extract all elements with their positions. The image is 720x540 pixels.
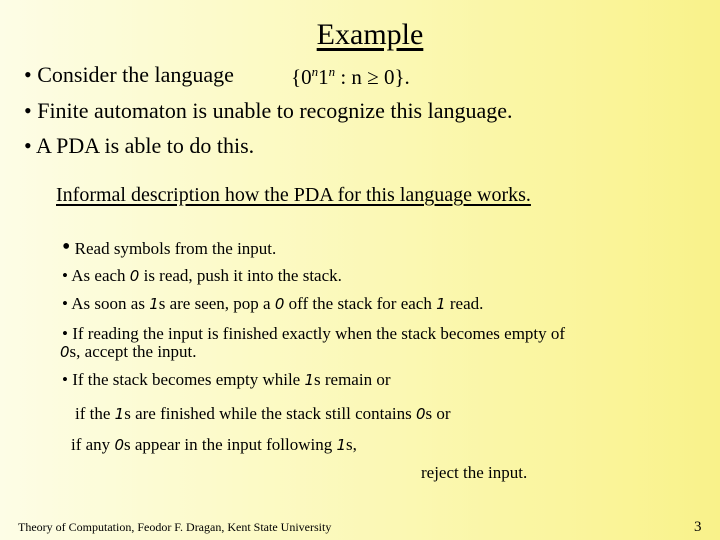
step-text: is read, push it into the stack. — [139, 266, 342, 285]
step-text: off the stack for each — [284, 294, 437, 313]
bullet-glyph: • — [24, 62, 32, 87]
step-text: Read symbols from the input. — [74, 239, 277, 258]
subheading: Informal description how the PDA for this language works. — [56, 184, 531, 206]
symbol-one: 1 — [114, 405, 125, 423]
bullet-text: A PDA is able to do this. — [36, 133, 255, 158]
bullet-consider-language — [24, 62, 234, 88]
step-text: As each — [71, 266, 130, 285]
formula-exp-2: n — [328, 64, 336, 79]
bullet-glyph: • — [24, 133, 32, 158]
step-text: s appear in the input following — [123, 435, 337, 454]
step-text: s are seen, pop a — [158, 294, 275, 313]
bullet-finite-automaton — [24, 98, 513, 124]
step-text: If the stack becomes empty while — [72, 370, 305, 389]
step-text: if the — [75, 404, 115, 423]
slide-title: Example — [316, 18, 424, 51]
symbol-zero: 0 — [274, 295, 285, 313]
step-reject-line-1 — [62, 370, 391, 390]
bullet-text: Consider the language — [37, 62, 234, 87]
bullet-glyph: • — [62, 234, 71, 260]
page-number: 3 — [694, 519, 702, 535]
step-reject-line-4: reject the input. — [421, 463, 528, 482]
symbol-zero: 0 — [60, 343, 70, 361]
symbol-zero: 0 — [129, 267, 140, 285]
step-pop-zero — [62, 294, 483, 314]
step-reject-line-3 — [71, 435, 357, 455]
formula-one: 1 — [318, 65, 329, 89]
step-push-zero — [62, 266, 342, 286]
symbol-one: 1 — [436, 295, 446, 313]
bullet-glyph: • — [62, 266, 68, 285]
symbol-one: 1 — [336, 436, 346, 454]
step-text: s or — [425, 404, 451, 423]
step-text: read. — [445, 294, 484, 313]
step-read-symbols — [62, 234, 276, 261]
symbol-one: 1 — [149, 295, 159, 313]
step-reject-line-2 — [75, 404, 451, 424]
bullet-glyph: • — [24, 98, 32, 123]
bullet-glyph: • — [62, 324, 68, 343]
bullet-pda-able — [24, 133, 254, 159]
formula-exp-1: n — [311, 64, 319, 79]
step-text: If reading the input is finished exactly when the stack becomes empty of — [72, 324, 566, 343]
step-accept-line-1 — [62, 324, 565, 344]
bullet-text: Finite automaton is unable to recognize this language. — [37, 98, 513, 123]
step-text: As soon as — [71, 294, 150, 313]
step-text: if any — [71, 435, 115, 454]
symbol-one: 1 — [304, 371, 315, 389]
step-text: s are finished while the stack still contains — [124, 404, 416, 423]
formula-rest: : n ≥ 0}. — [335, 65, 410, 89]
symbol-zero: 0 — [415, 405, 426, 423]
language-formula — [291, 64, 410, 90]
footer-credit: Theory of Computation, Feodor F. Dragan, Kent State University — [18, 520, 332, 534]
bullet-glyph: • — [62, 294, 68, 313]
symbol-zero: 0 — [114, 436, 124, 454]
formula-open: {0 — [291, 65, 312, 89]
bullet-glyph: • — [62, 370, 68, 389]
step-text: s, accept the input. — [69, 342, 197, 361]
step-text: s, — [346, 435, 357, 454]
step-text: s remain or — [314, 370, 391, 389]
step-accept-line-2 — [60, 342, 197, 362]
